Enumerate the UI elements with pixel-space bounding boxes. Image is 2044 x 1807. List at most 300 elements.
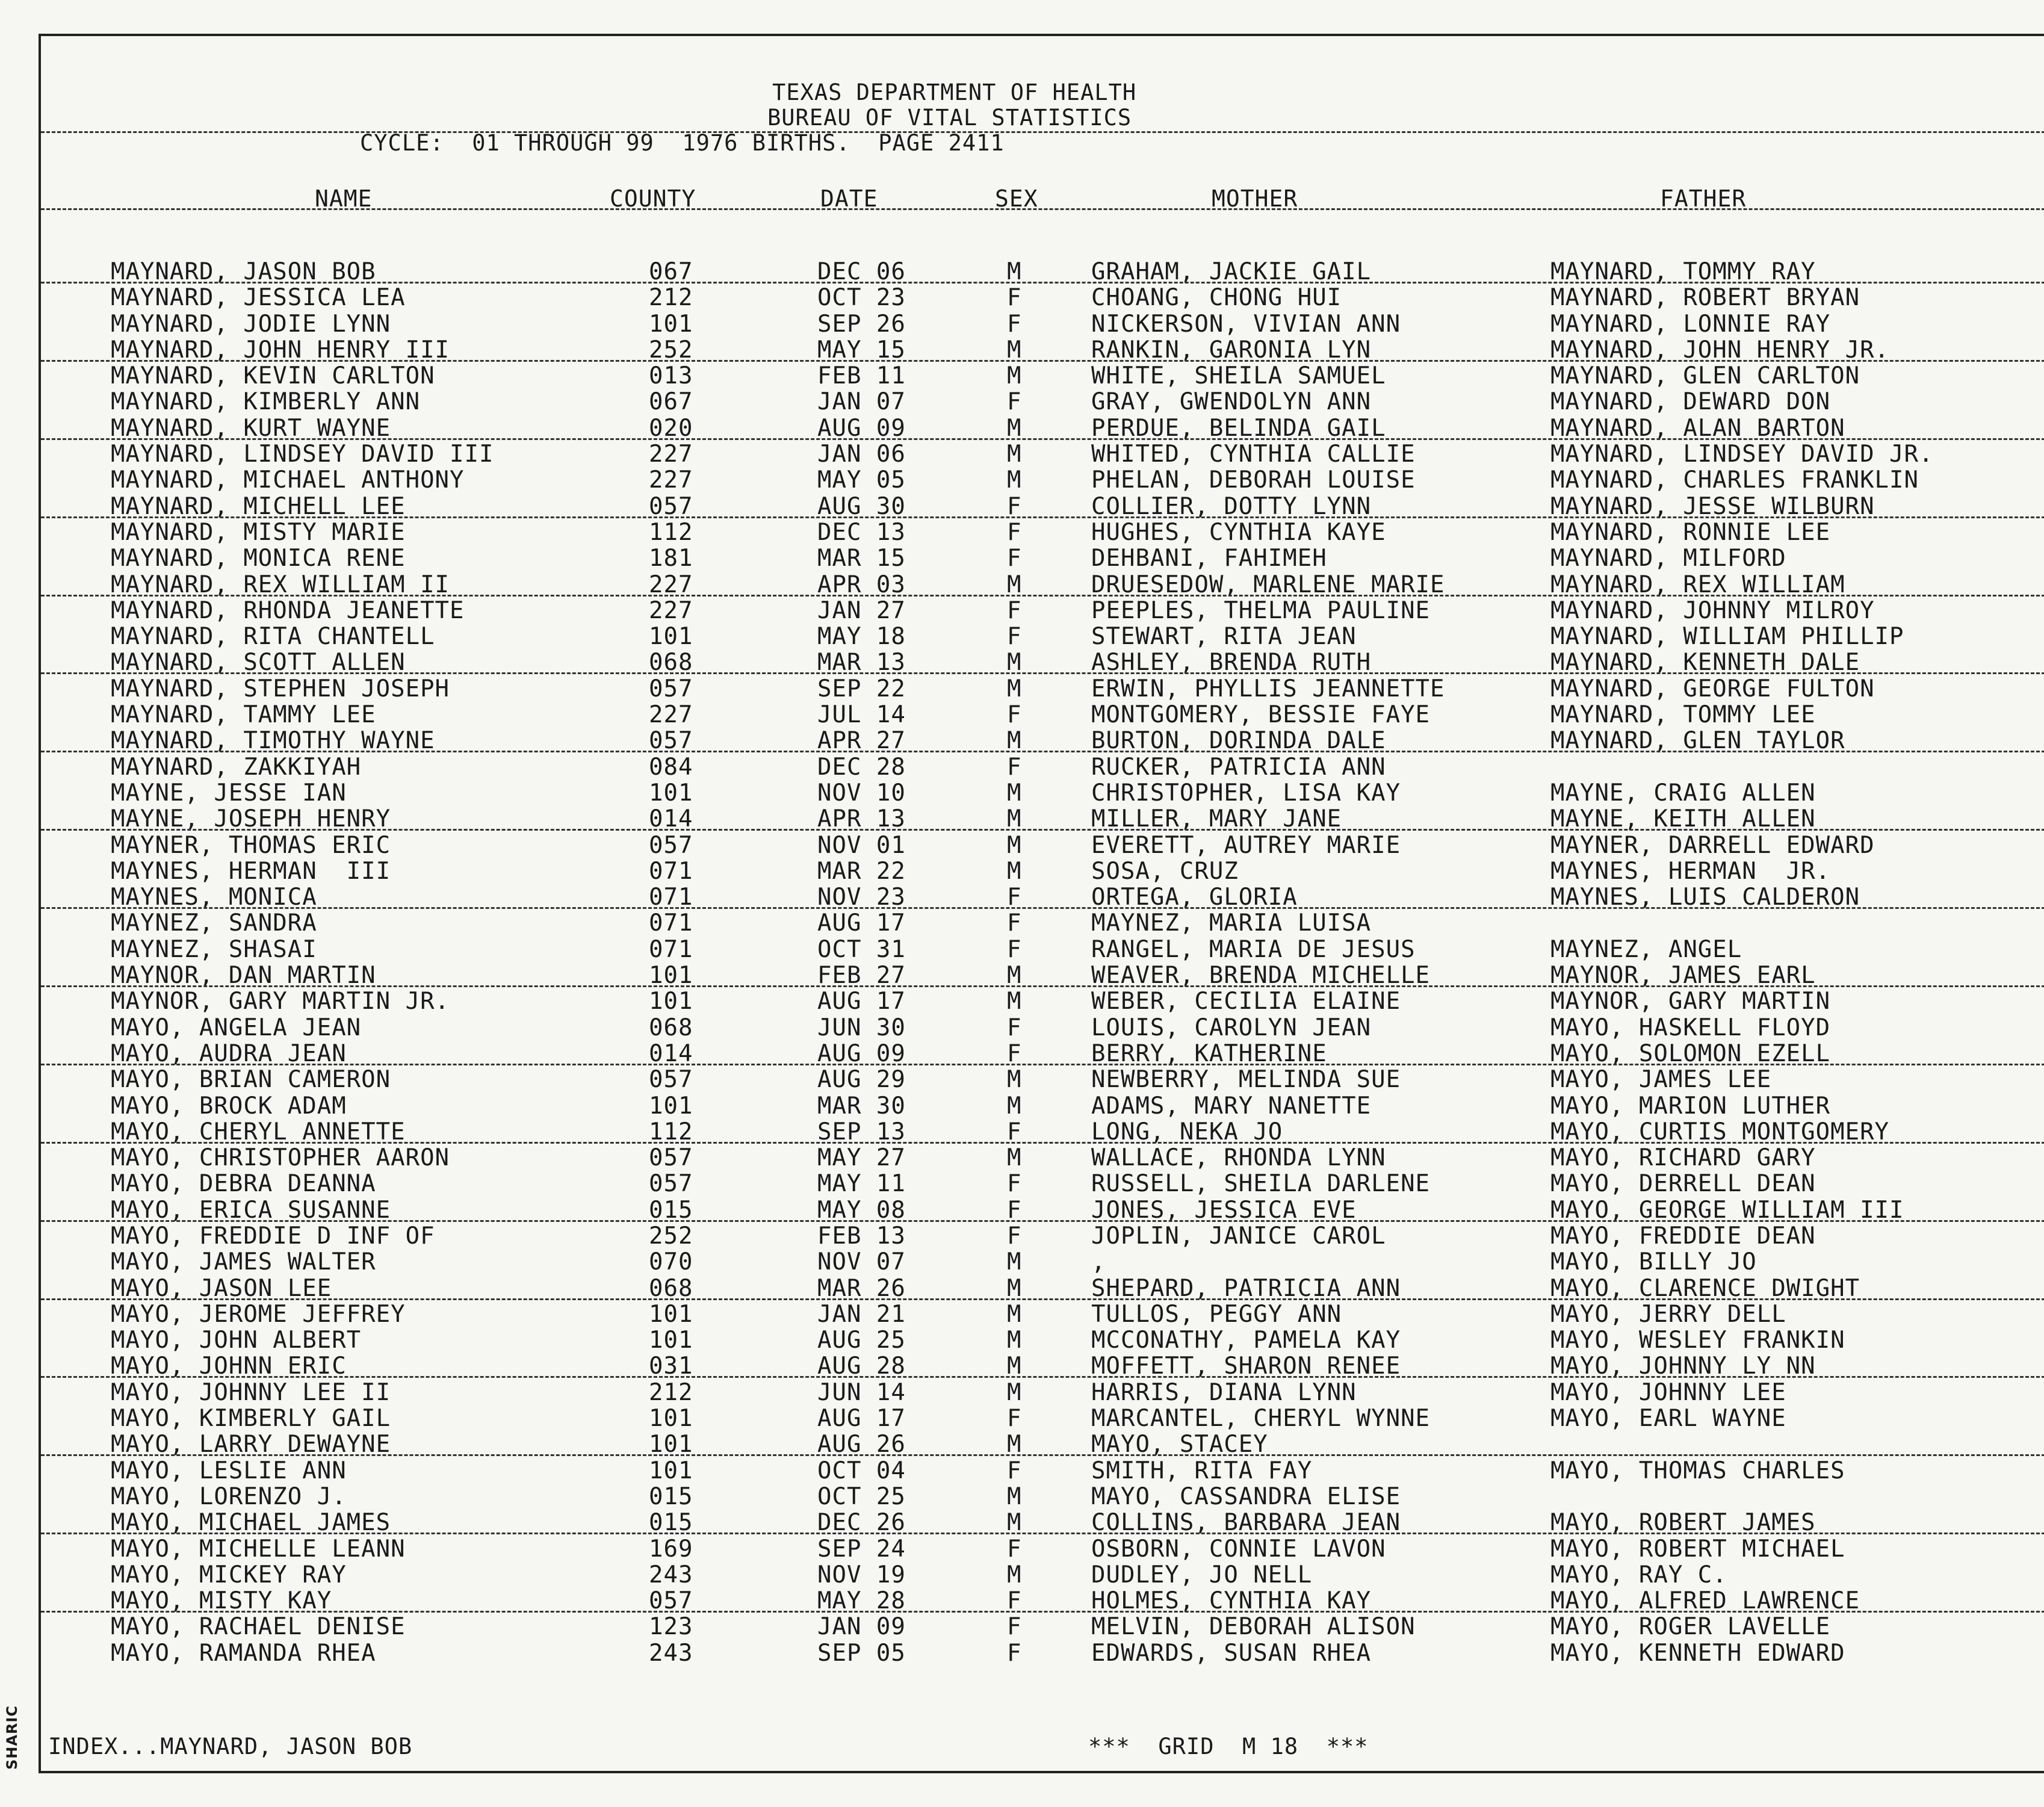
record-date: AUG 29 (817, 1066, 906, 1094)
record-row (41, 415, 2044, 441)
record-date: JAN 06 (817, 441, 906, 468)
record-row (41, 1119, 2044, 1145)
record-sex: F (1007, 284, 1022, 312)
record-county: 068 (649, 1014, 693, 1041)
record-county: 070 (649, 1248, 693, 1276)
record-date: NOV 07 (817, 1248, 906, 1276)
record-date: APR 27 (817, 727, 906, 755)
record-sex: F (1007, 388, 1022, 416)
record-county: 227 (649, 571, 693, 598)
record-row (41, 988, 2044, 1014)
record-father: MAYO, JOHNNY LEE (1550, 1378, 1786, 1406)
record-row (41, 1458, 2044, 1484)
record-father: MAYNARD, ROBERT BRYAN (1550, 284, 1860, 312)
record-county: 020 (649, 414, 693, 442)
record-date: JAN 21 (817, 1300, 906, 1328)
record-father: MAYNE, CRAIG ALLEN (1550, 779, 1816, 807)
record-row (41, 467, 2044, 493)
record-mother: GRAY, GWENDOLYN ANN (1091, 388, 1372, 416)
record-row (41, 1353, 2044, 1379)
record-row (41, 1041, 2044, 1067)
record-county: 227 (649, 701, 693, 729)
record-mother: JONES, JESSICA EVE (1091, 1196, 1357, 1224)
record-sex: F (1007, 1405, 1022, 1433)
record-mother: MAYO, STACEY (1091, 1431, 1268, 1458)
record-date: MAY 05 (817, 466, 906, 494)
record-sex: F (1007, 492, 1022, 520)
record-name: MAYO, MICHAEL JAMES (111, 1509, 391, 1537)
record-mother: MAYNEZ, MARIA LUISA (1091, 910, 1372, 937)
record-name: MAYNOR, DAN MARTIN (111, 962, 376, 990)
record-father: MAYO, ALFRED LAWRENCE (1550, 1587, 1860, 1615)
record-mother: WEBER, CECILIA ELAINE (1091, 988, 1401, 1015)
record-name: MAYNARD, JESSICA LEA (111, 284, 406, 312)
record-name: MAYNEZ, SANDRA (111, 910, 317, 937)
record-name: MAYO, RACHAEL DENISE (111, 1613, 406, 1641)
record-mother: ERWIN, PHYLLIS JEANNETTE (1091, 675, 1445, 702)
record-sex: M (1007, 258, 1022, 285)
record-father: MAYNARD, JESSE WILBURN (1550, 492, 1875, 520)
record-sex: M (1007, 1509, 1022, 1537)
record-name: MAYNARD, RITA CHANTELL (111, 623, 435, 651)
record-father: MAYO, HASKELL FLOYD (1550, 1014, 1831, 1041)
record-county: 057 (649, 1066, 693, 1094)
record-date: OCT 04 (817, 1457, 906, 1484)
col-header-date: DATE (820, 185, 878, 212)
record-sex: F (1007, 597, 1022, 624)
record-date: APR 03 (817, 571, 906, 598)
record-mother: LONG, NEKA JO (1091, 1118, 1283, 1145)
record-mother: WEAVER, BRENDA MICHELLE (1091, 962, 1431, 990)
record-sex: M (1007, 466, 1022, 494)
record-name: MAYNARD, MISTY MARIE (111, 518, 406, 546)
record-father: MAYO, CURTIS MONTGOMERY (1550, 1118, 1890, 1145)
record-mother: NEWBERRY, MELINDA SUE (1091, 1066, 1401, 1094)
record-father: MAYNARD, ALAN BARTON (1550, 414, 1845, 442)
record-name: MAYO, JOHN ALBERT (111, 1327, 362, 1354)
record-father: MAYNARD, MILFORD (1550, 545, 1786, 572)
record-name: MAYO, KIMBERLY GAIL (111, 1405, 391, 1433)
record-name: MAYO, AUDRA JEAN (111, 1040, 347, 1067)
record-date: MAY 18 (817, 623, 906, 651)
record-row (41, 441, 2044, 467)
record-name: MAYNARD, KEVIN CARLTON (111, 362, 435, 390)
record-row (41, 572, 2044, 598)
record-sex: M (1007, 1327, 1022, 1354)
record-row (41, 1406, 2044, 1431)
record-sex: F (1007, 1014, 1022, 1041)
record-mother: TULLOS, PEGGY ANN (1091, 1300, 1342, 1328)
record-mother: OSBORN, CONNIE LAVON (1091, 1535, 1386, 1563)
record-mother: RUSSELL, SHEILA DARLENE (1091, 1170, 1431, 1198)
record-sex: F (1007, 1587, 1022, 1615)
record-mother: RANGEL, MARIA DE JESUS (1091, 935, 1416, 963)
record-date: MAY 08 (817, 1196, 906, 1224)
record-name: MAYO, LORENZO J. (111, 1483, 347, 1510)
record-mother: DRUESEDOW, MARLENE MARIE (1091, 571, 1445, 598)
record-date: JUL 14 (817, 701, 906, 729)
record-sex: F (1007, 884, 1022, 911)
record-father: MAYO, CLARENCE DWIGHT (1550, 1274, 1860, 1302)
record-father: MAYNOR, GARY MARTIN (1550, 988, 1831, 1015)
record-name: MAYNER, THOMAS ERIC (111, 831, 391, 859)
record-county: 057 (649, 1170, 693, 1198)
record-date: DEC 28 (817, 753, 906, 781)
record-date: NOV 10 (817, 779, 906, 807)
record-county: 071 (649, 910, 693, 937)
record-father: MAYNARD, REX WILLIAM (1550, 571, 1845, 598)
record-mother: MILLER, MARY JANE (1091, 805, 1342, 833)
record-sex: M (1007, 857, 1022, 885)
header-divider (41, 131, 2044, 133)
record-date: DEC 06 (817, 258, 906, 285)
record-county: 112 (649, 518, 693, 546)
record-name: MAYNARD, ZAKKIYAH (111, 753, 362, 781)
record-county: 071 (649, 935, 693, 963)
record-row (41, 832, 2044, 858)
col-header-mother: MOTHER (1212, 185, 1298, 212)
record-row (41, 937, 2044, 962)
col-header-sex: SEX (995, 185, 1038, 212)
record-mother: MAYO, CASSANDRA ELISE (1091, 1483, 1401, 1510)
record-sex: M (1007, 571, 1022, 598)
record-mother: RUCKER, PATRICIA ANN (1091, 753, 1386, 781)
record-name: MAYNE, JESSE IAN (111, 779, 347, 807)
record-date: AUG 30 (817, 492, 906, 520)
record-row (41, 676, 2044, 702)
record-county: 015 (649, 1509, 693, 1537)
record-father: MAYNARD, GLEN CARLTON (1550, 362, 1860, 390)
record-name: MAYNARD, LINDSEY DAVID III (111, 441, 494, 468)
record-sex: M (1007, 1274, 1022, 1302)
record-father: MAYNARD, GLEN TAYLOR (1550, 727, 1845, 755)
col-header-father: FATHER (1660, 185, 1747, 212)
record-mother: ASHLEY, BRENDA RUTH (1091, 649, 1372, 677)
record-name: MAYNARD, TIMOTHY WAYNE (111, 727, 435, 755)
record-father: MAYO, JOHNNY LY NN (1550, 1353, 1816, 1380)
record-county: 101 (649, 962, 693, 990)
record-father: MAYO, JAMES LEE (1550, 1066, 1772, 1094)
record-name: MAYO, FREDDIE D INF OF (111, 1222, 435, 1250)
record-sex: F (1007, 1613, 1022, 1641)
record-county: 252 (649, 336, 693, 364)
record-name: MAYO, JEROME JEFFREY (111, 1300, 406, 1328)
record-date: SEP 22 (817, 675, 906, 702)
record-sex: M (1007, 988, 1022, 1015)
record-father: MAYO, BILLY JO (1550, 1248, 1757, 1276)
record-date: OCT 31 (817, 935, 906, 963)
record-mother: LOUIS, CAROLYN JEAN (1091, 1014, 1372, 1041)
record-name: MAYO, RAMANDA RHEA (111, 1639, 376, 1667)
record-date: AUG 25 (817, 1327, 906, 1354)
record-county: 101 (649, 623, 693, 651)
record-date: DEC 26 (817, 1509, 906, 1537)
record-father: MAYNER, DARRELL EDWARD (1550, 831, 1875, 859)
record-name: MAYNARD, KIMBERLY ANN (111, 388, 421, 416)
record-county: 227 (649, 597, 693, 624)
column-header-divider (41, 208, 2044, 210)
record-date: AUG 09 (817, 1040, 906, 1067)
record-county: 071 (649, 857, 693, 885)
record-mother: STEWART, RITA JEAN (1091, 623, 1357, 651)
record-name: MAYO, JOHNNY LEE II (111, 1378, 391, 1406)
record-name: MAYNARD, JOHN HENRY III (111, 336, 450, 364)
record-row (41, 1614, 2044, 1640)
footer-index: INDEX...MAYNARD, JASON BOB (48, 1734, 413, 1759)
record-sex: M (1007, 727, 1022, 755)
record-name: MAYNARD, STEPHEN JOSEPH (111, 675, 450, 702)
record-father: MAYO, RICHARD GARY (1550, 1144, 1816, 1172)
record-county: 101 (649, 988, 693, 1015)
record-row (41, 1484, 2044, 1510)
record-mother: WHITE, SHEILA SAMUEL (1091, 362, 1386, 390)
record-county: 101 (649, 310, 693, 338)
record-sex: M (1007, 1300, 1022, 1328)
record-name: MAYNARD, MICHELL LEE (111, 492, 406, 520)
record-date: NOV 23 (817, 884, 906, 911)
record-name: MAYNARD, TAMMY LEE (111, 701, 376, 729)
record-father: MAYNE, KEITH ALLEN (1550, 805, 1816, 833)
record-row (41, 1015, 2044, 1041)
record-sex: F (1007, 1040, 1022, 1067)
record-mother: CHRISTOPHER, LISA KAY (1091, 779, 1401, 807)
record-county: 071 (649, 884, 693, 911)
record-sex: F (1007, 753, 1022, 781)
record-date: JUN 30 (817, 1014, 906, 1041)
record-date: NOV 01 (817, 831, 906, 859)
record-date: MAR 13 (817, 649, 906, 677)
record-sex: M (1007, 414, 1022, 442)
record-county: 084 (649, 753, 693, 781)
record-sex: F (1007, 910, 1022, 937)
record-county: 227 (649, 441, 693, 468)
record-mother: COLLINS, BARBARA JEAN (1091, 1509, 1401, 1537)
footer-grid: *** GRID M 18 *** (1088, 1734, 1369, 1759)
record-mother: MELVIN, DEBORAH ALISON (1091, 1613, 1416, 1641)
record-name: MAYO, BRIAN CAMERON (111, 1066, 391, 1094)
record-county: 013 (649, 362, 693, 390)
record-name: MAYO, BROCK ADAM (111, 1092, 347, 1120)
record-date: AUG 17 (817, 910, 906, 937)
record-date: NOV 19 (817, 1561, 906, 1588)
record-father: MAYNARD, KENNETH DALE (1550, 649, 1860, 677)
record-father: MAYNARD, TOMMY LEE (1550, 701, 1816, 729)
record-row (41, 598, 2044, 624)
record-father: MAYO, EARL WAYNE (1550, 1405, 1786, 1433)
record-sex: F (1007, 701, 1022, 729)
record-father: MAYO, ROBERT MICHAEL (1550, 1535, 1845, 1563)
record-name: MAYNARD, REX WILLIAM II (111, 571, 450, 598)
record-date: MAR 22 (817, 857, 906, 885)
record-row (41, 389, 2044, 415)
record-name: MAYO, CHERYL ANNETTE (111, 1118, 406, 1145)
record-county: 057 (649, 492, 693, 520)
record-sex: F (1007, 1535, 1022, 1563)
record-father: MAYO, MARION LUTHER (1550, 1092, 1831, 1120)
record-father: MAYNARD, CHARLES FRANKLIN (1550, 466, 1919, 494)
record-sex: M (1007, 805, 1022, 833)
record-county: 014 (649, 1040, 693, 1067)
records-list (41, 259, 2044, 1666)
record-sex: F (1007, 1118, 1022, 1145)
record-row (41, 1197, 2044, 1223)
record-name: MAYO, CHRISTOPHER AARON (111, 1144, 450, 1172)
record-father: MAYO, SOLOMON EZELL (1550, 1040, 1831, 1067)
record-sex: M (1007, 1092, 1022, 1120)
record-father: MAYNARD, JOHN HENRY JR. (1550, 336, 1890, 364)
record-name: MAYO, MICHELLE LEANN (111, 1535, 406, 1563)
record-mother: ADAMS, MARY NANETTE (1091, 1092, 1372, 1120)
record-county: 057 (649, 1144, 693, 1172)
record-date: AUG 17 (817, 988, 906, 1015)
record-date: FEB 11 (817, 362, 906, 390)
record-father: MAYO, DERRELL DEAN (1550, 1170, 1816, 1198)
record-row (41, 1067, 2044, 1093)
record-row (41, 1275, 2044, 1301)
record-row (41, 363, 2044, 389)
record-county: 181 (649, 545, 693, 572)
record-father: MAYNARD, GEORGE FULTON (1550, 675, 1875, 702)
record-name: MAYO, JOHNN ERIC (111, 1353, 347, 1380)
record-county: 014 (649, 805, 693, 833)
record-county: 101 (649, 1457, 693, 1484)
record-county: 101 (649, 1300, 693, 1328)
record-sex: F (1007, 518, 1022, 546)
record-father: MAYO, WESLEY FRANKIN (1550, 1327, 1845, 1354)
record-name: MAYNARD, JODIE LYNN (111, 310, 391, 338)
record-mother: HUGHES, CYNTHIA KAYE (1091, 518, 1386, 546)
record-father: MAYO, FREDDIE DEAN (1550, 1222, 1816, 1250)
record-mother: NICKERSON, VIVIAN ANN (1091, 310, 1401, 338)
record-date: FEB 27 (817, 962, 906, 990)
record-father: MAYO, KENNETH EDWARD (1550, 1639, 1845, 1667)
record-mother: MOFFETT, SHARON RENEE (1091, 1353, 1401, 1380)
record-mother: HOLMES, CYNTHIA KAY (1091, 1587, 1372, 1615)
record-mother: JOPLIN, JANICE CAROL (1091, 1222, 1386, 1250)
record-date: SEP 26 (817, 310, 906, 338)
record-mother: MONTGOMERY, BESSIE FAYE (1091, 701, 1431, 729)
record-county: 067 (649, 258, 693, 285)
record-mother: MARCANTEL, CHERYL WYNNE (1091, 1405, 1431, 1433)
record-mother: GRAHAM, JACKIE GAIL (1091, 258, 1372, 285)
record-county: 068 (649, 1274, 693, 1302)
record-mother: , (1091, 1248, 1106, 1276)
record-name: MAYO, MISTY KAY (111, 1587, 332, 1615)
printout-sheet (39, 34, 2044, 1773)
record-sex: M (1007, 649, 1022, 677)
record-father: MAYO, ROGER LAVELLE (1550, 1613, 1831, 1641)
agency-title: TEXAS DEPARTMENT OF HEALTH (772, 79, 1137, 105)
record-father: MAYNARD, LONNIE RAY (1550, 310, 1831, 338)
record-date: MAY 27 (817, 1144, 906, 1172)
record-date: AUG 26 (817, 1431, 906, 1458)
record-father: MAYO, ROBERT JAMES (1550, 1509, 1816, 1537)
record-name: MAYO, ANGELA JEAN (111, 1014, 362, 1041)
record-row (41, 806, 2044, 832)
record-row (41, 311, 2044, 337)
record-sex: M (1007, 441, 1022, 468)
record-father: MAYNOR, JAMES EARL (1550, 962, 1816, 990)
record-sex: M (1007, 1353, 1022, 1380)
record-row (41, 1249, 2044, 1275)
record-row (41, 1536, 2044, 1562)
record-sex: M (1007, 675, 1022, 702)
record-county: 015 (649, 1483, 693, 1510)
record-date: AUG 09 (817, 414, 906, 442)
record-date: OCT 23 (817, 284, 906, 312)
record-father: MAYNARD, WILLIAM PHILLIP (1550, 623, 1904, 651)
record-name: MAYNE, JOSEPH HENRY (111, 805, 391, 833)
record-county: 057 (649, 1587, 693, 1615)
record-mother: WALLACE, RHONDA LYNN (1091, 1144, 1386, 1172)
record-row (41, 1380, 2044, 1406)
record-father: MAYNES, LUIS CALDERON (1550, 884, 1860, 911)
record-mother: SMITH, RITA FAY (1091, 1457, 1313, 1484)
record-sex: F (1007, 1457, 1022, 1484)
record-sex: F (1007, 1170, 1022, 1198)
record-county: 243 (649, 1561, 693, 1588)
record-father: MAYNARD, RONNIE LEE (1550, 518, 1831, 546)
cycle-line: CYCLE: 01 THROUGH 99 1976 BIRTHS. PAGE 2411 (360, 130, 1005, 156)
record-name: MAYO, LESLIE ANN (111, 1457, 347, 1484)
record-sex: M (1007, 1378, 1022, 1406)
record-mother: ORTEGA, GLORIA (1091, 884, 1298, 911)
record-father: MAYO, JERRY DELL (1550, 1300, 1786, 1328)
record-row (41, 728, 2044, 754)
record-date: FEB 13 (817, 1222, 906, 1250)
record-row (41, 1171, 2044, 1197)
record-sex: F (1007, 310, 1022, 338)
record-mother: SOSA, CRUZ (1091, 857, 1239, 885)
record-father: MAYO, THOMAS CHARLES (1550, 1457, 1845, 1484)
record-county: 031 (649, 1353, 693, 1380)
record-father: MAYNARD, LINDSEY DAVID JR. (1550, 441, 1934, 468)
record-county: 112 (649, 1118, 693, 1145)
record-date: SEP 24 (817, 1535, 906, 1563)
record-mother: HARRIS, DIANA LYNN (1091, 1378, 1357, 1406)
record-county: 057 (649, 727, 693, 755)
record-mother: WHITED, CYNTHIA CALLIE (1091, 441, 1416, 468)
record-row (41, 780, 2044, 806)
record-row (41, 624, 2044, 649)
record-county: 243 (649, 1639, 693, 1667)
record-row (41, 858, 2044, 884)
bureau-title: BUREAU OF VITAL STATISTICS (767, 105, 1132, 131)
record-name: MAYNARD, MICHAEL ANTHONY (111, 466, 465, 494)
record-county: 067 (649, 388, 693, 416)
record-row (41, 754, 2044, 780)
record-row (41, 1093, 2044, 1119)
record-row (41, 1223, 2044, 1249)
record-mother: BURTON, DORINDA DALE (1091, 727, 1386, 755)
record-date: JAN 07 (817, 388, 906, 416)
record-date: JAN 09 (817, 1613, 906, 1641)
record-date: MAR 30 (817, 1092, 906, 1120)
record-name: MAYNARD, KURT WAYNE (111, 414, 391, 442)
record-mother: CHOANG, CHONG HUI (1091, 284, 1342, 312)
record-county: 252 (649, 1222, 693, 1250)
col-header-county: COUNTY (610, 185, 696, 212)
record-county: 123 (649, 1613, 693, 1641)
record-row (41, 1510, 2044, 1536)
record-row (41, 1145, 2044, 1171)
record-name: MAYNARD, SCOTT ALLEN (111, 649, 406, 677)
record-date: AUG 28 (817, 1353, 906, 1380)
record-sex: M (1007, 336, 1022, 364)
record-row (41, 1562, 2044, 1588)
record-name: MAYO, JAMES WALTER (111, 1248, 376, 1276)
record-father: MAYNEZ, ANGEL (1550, 935, 1742, 963)
